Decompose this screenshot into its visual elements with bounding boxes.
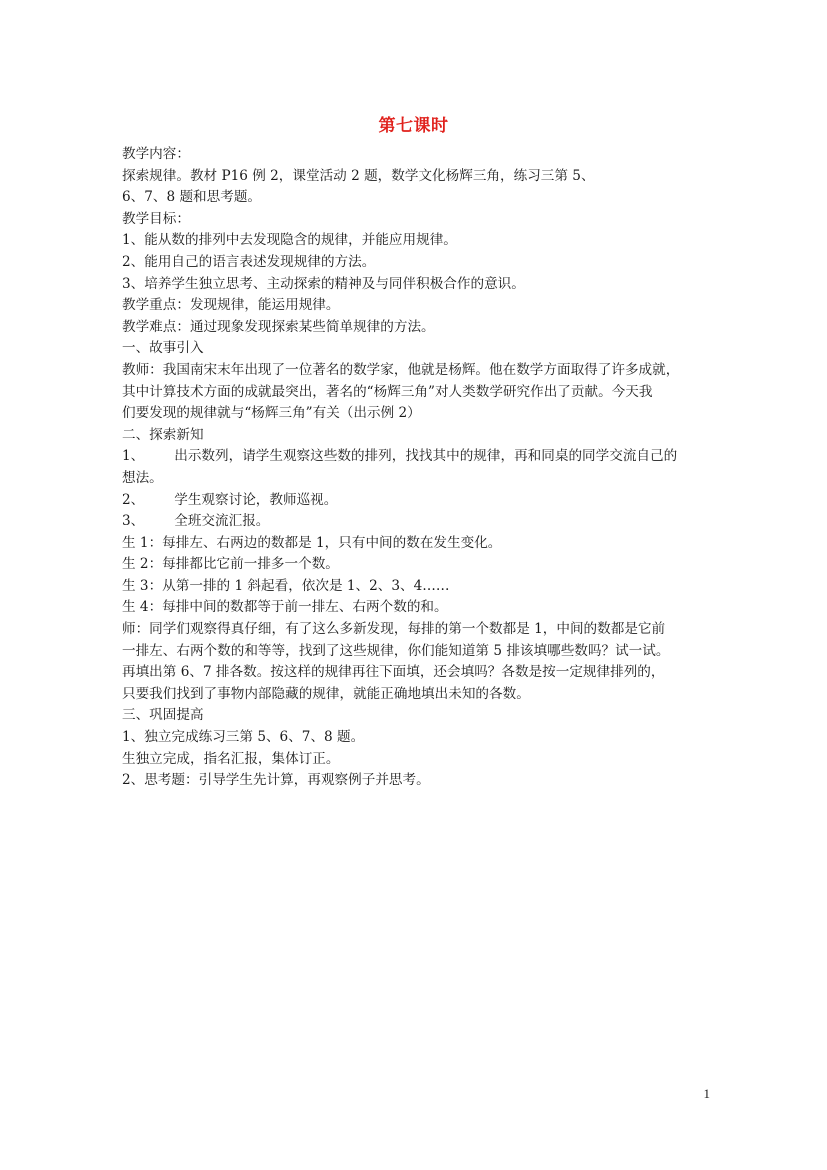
page-number: 1 (703, 1086, 710, 1101)
content-line: 6、7、8 题和思考题。 (122, 189, 262, 206)
paragraph-line: 其中计算技术方面的成就最突出，著名的“杨辉三角”对人类数学研究作出了贡献。今天我 (122, 383, 653, 400)
goal-item: 3、培养学生独立思考、主动探索的精神及与同伴积极合作的意识。 (122, 275, 525, 292)
paragraph-line: 一排左、右两个数的和等等，找到了这些规律，你们能知道第 5 排该填哪些数吗？试一试。 (122, 642, 670, 659)
paragraph-line: 想法。 (122, 469, 163, 486)
student-answer: 生 4：每排中间的数都等于前一排左、右两个数的和。 (122, 599, 448, 616)
page-title: 第七课时 (378, 116, 449, 136)
lesson-content (122, 144, 707, 792)
paragraph-line: 只要我们找到了事物内部隐藏的规律，就能正确地填出未知的各数。 (122, 685, 530, 702)
section-heading: 二、探索新知 (122, 426, 204, 443)
step-item (122, 511, 707, 533)
step-item (122, 446, 707, 468)
step-text: 学生观察讨论，教师巡视。 (174, 491, 338, 508)
content-line: 探索规律。教材 P16 例 2，课堂活动 2 题，数学文化杨辉三角，练习三第 5、 (122, 167, 595, 184)
practice-item: 1、独立完成练习三第 5、6、7、8 题。 (122, 729, 365, 746)
paragraph-line: 师：同学们观察得真仔细，有了这么多新发现，每排的第一个数都是 1，中间的数都是它前 (122, 621, 666, 638)
step-number: 2、 (122, 491, 145, 508)
section-heading: 一、故事引入 (122, 340, 204, 357)
step-text: 出示数列，请学生观察这些数的排列，找找其中的规律，再和同桌的同学交流自己的 (174, 448, 678, 465)
goal-item: 1、能从数的排列中去发现隐含的规律，并能应用规律。 (122, 232, 457, 249)
practice-item: 生独立完成，指名汇报，集体订正。 (122, 750, 340, 767)
student-answer: 生 1：每排左、右两边的数都是 1，只有中间的数在发生变化。 (122, 534, 502, 551)
paragraph-line: 教师：我国南宋末年出现了一位著名的数学家，他就是杨辉。他在数学方面取得了许多成就， (122, 361, 680, 378)
goal-item: 2、能用自己的语言表述发现规律的方法。 (122, 253, 376, 270)
student-answer: 生 2：每排都比它前一排多一个数。 (122, 556, 339, 573)
step-number: 3、 (122, 513, 145, 530)
step-item (122, 490, 707, 512)
step-number: 1、 (122, 448, 145, 465)
section-heading: 三、巩固提高 (122, 707, 204, 724)
step-text: 全班交流汇报。 (174, 513, 270, 530)
practice-item: 2、思考题：引导学生先计算，再观察例子并思考。 (122, 772, 430, 789)
key-point: 教学重点：发现规律，能运用规律。 (122, 297, 340, 314)
student-answer: 生 3：从第一排的 1 斜起看，依次是 1、2、3、4…… (122, 577, 450, 594)
content-label: 教学内容： (122, 146, 190, 162)
goals-label: 教学目标： (122, 210, 190, 227)
paragraph-line: 再填出第 6、7 排各数。按这样的规律再往下面填，还会填吗？各数是按一定规律排列的， (122, 664, 665, 681)
paragraph-line: 们要发现的规律就与“杨辉三角”有关（出示例 2） (122, 405, 421, 422)
difficulty: 教学难点：通过现象发现探索某些简单规律的方法。 (122, 318, 435, 335)
